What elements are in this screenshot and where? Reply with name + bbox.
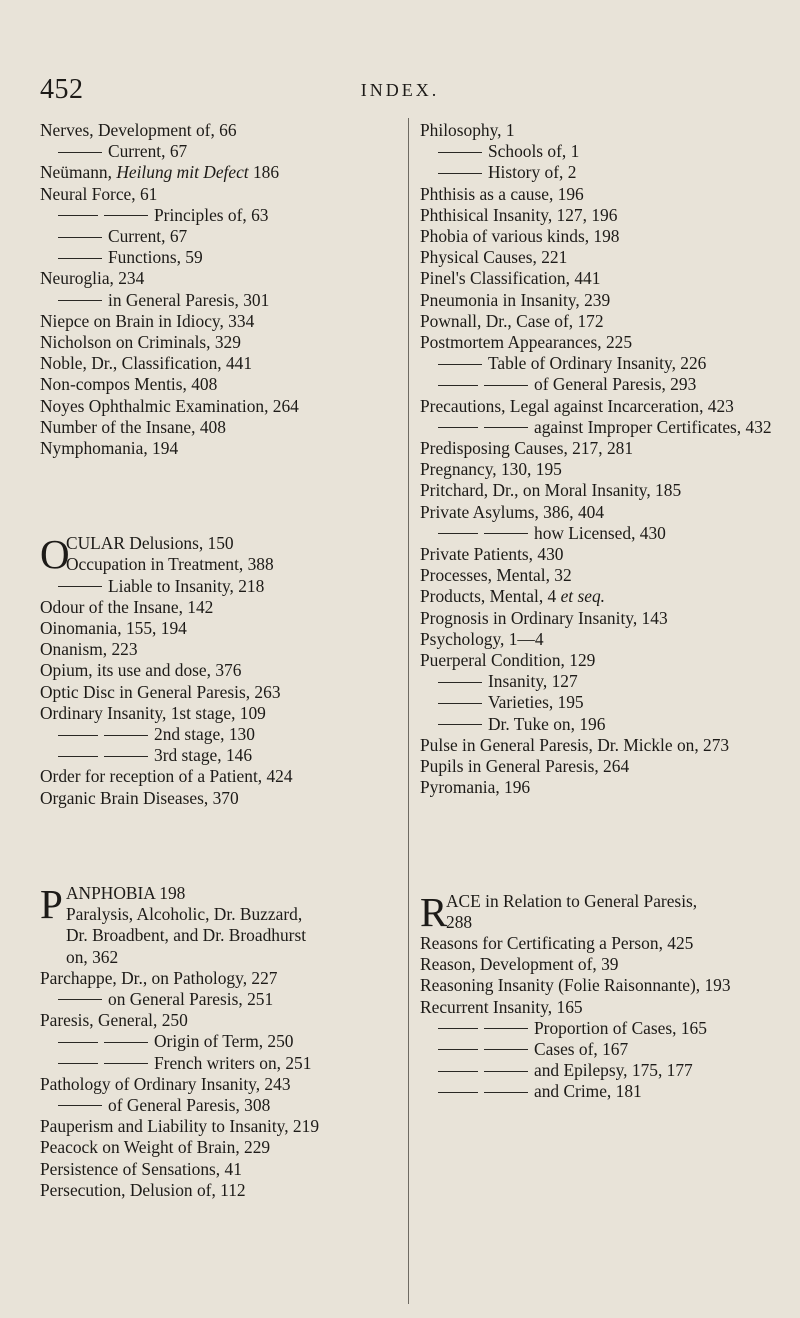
entry-text: Ordinary Insanity, 1st stage, 109 bbox=[40, 702, 266, 723]
column-divider bbox=[408, 118, 409, 1304]
entry-text: Phthisical Insanity, 127, 196 bbox=[420, 204, 618, 225]
index-entry bbox=[420, 1018, 785, 1039]
index-entry bbox=[420, 268, 785, 289]
index-entry bbox=[40, 1180, 400, 1201]
entry-text: on General Paresis, 251 bbox=[108, 988, 274, 1009]
entry-text: Schools of, 1 bbox=[488, 141, 580, 162]
index-entry bbox=[40, 247, 400, 268]
page-number: 452 bbox=[40, 74, 84, 105]
ditto-dash bbox=[58, 300, 102, 301]
entry-text: Organic Brain Diseases, 370 bbox=[40, 787, 239, 808]
ditto-dash bbox=[438, 724, 482, 725]
r-section-start bbox=[420, 888, 785, 935]
entry-text: Origin of Term, 250 bbox=[154, 1031, 294, 1052]
index-entry bbox=[40, 332, 400, 353]
index-entry bbox=[420, 975, 785, 996]
index-entry bbox=[40, 374, 400, 395]
index-entry bbox=[40, 1137, 400, 1158]
entry-text: Table of Ordinary Insanity, 226 bbox=[488, 353, 707, 374]
entry-text: Cases of, 167 bbox=[534, 1038, 629, 1059]
entry-text: Pathology of Ordinary Insanity, 243 bbox=[40, 1073, 291, 1094]
index-entry bbox=[420, 997, 785, 1018]
index-entry bbox=[420, 671, 785, 692]
entry-text: Proportion of Cases, 165 bbox=[534, 1017, 707, 1038]
entry-text: Current, 67 bbox=[108, 141, 188, 162]
entry-text: Reasons for Certificating a Person, 425 bbox=[420, 932, 694, 953]
index-entry bbox=[420, 396, 785, 417]
entry-text: against Improper Certificates, 432 bbox=[534, 416, 772, 437]
entry-text: Parchappe, Dr., on Pathology, 227 bbox=[40, 967, 278, 988]
ditto-dash bbox=[58, 1042, 98, 1043]
index-entry bbox=[40, 618, 400, 639]
ditto-dash bbox=[438, 682, 482, 683]
index-entry bbox=[420, 290, 785, 311]
ditto-dash bbox=[58, 999, 102, 1000]
entry-text: Pneumonia in Insanity, 239 bbox=[420, 289, 611, 310]
ditto-dash bbox=[484, 385, 528, 386]
entry-text: and Epilepsy, 175, 177 bbox=[534, 1060, 693, 1081]
ditto-dash bbox=[438, 1049, 478, 1050]
entry-text: Noble, Dr., Classification, 441 bbox=[40, 353, 253, 374]
p-entries-continued bbox=[420, 120, 785, 799]
entry-text: Nymphomania, 194 bbox=[40, 438, 179, 459]
ditto-dash bbox=[58, 735, 98, 736]
index-entry bbox=[40, 1116, 400, 1137]
index-entry bbox=[420, 226, 785, 247]
ditto-dash bbox=[104, 215, 148, 216]
ditto-dash bbox=[104, 1063, 148, 1064]
page-header: INDEX. bbox=[360, 80, 440, 100]
index-entry bbox=[40, 1159, 400, 1180]
entry-text: Recurrent Insanity, 165 bbox=[420, 996, 583, 1017]
entry-text: Processes, Mental, 32 bbox=[420, 565, 572, 586]
entry-text: Prognosis in Ordinary Insanity, 143 bbox=[420, 607, 668, 628]
dropcap-p: P bbox=[40, 880, 63, 927]
index-entry bbox=[40, 184, 400, 205]
entry-text: Order for reception of a Patient, 424 bbox=[40, 766, 293, 787]
entry-text: Odour of the Insane, 142 bbox=[40, 596, 214, 617]
entry-text: Phobia of various kinds, 198 bbox=[420, 226, 620, 247]
entry-text: Principles of, 63 bbox=[154, 204, 269, 225]
entry-text: Private Patients, 430 bbox=[420, 544, 564, 565]
ditto-dash bbox=[58, 237, 102, 238]
index-entry bbox=[40, 597, 400, 618]
entry-text: Persistence of Sensations, 41 bbox=[40, 1158, 242, 1179]
index-entry bbox=[420, 353, 785, 374]
entry-text: Insanity, 127 bbox=[488, 671, 578, 692]
ditto-dash bbox=[484, 533, 528, 534]
entry-text: 186 bbox=[248, 162, 280, 183]
entry-text: and Crime, 181 bbox=[534, 1081, 642, 1102]
ditto-dash bbox=[438, 427, 478, 428]
entry-text: French writers on, 251 bbox=[154, 1052, 312, 1073]
p-fourth-line: on, 362 bbox=[66, 946, 119, 967]
entry-text: Current, 67 bbox=[108, 226, 188, 247]
index-entry bbox=[40, 766, 400, 787]
index-entry bbox=[40, 703, 400, 724]
entry-text: Philosophy, 1 bbox=[420, 120, 515, 140]
entry-text: Opium, its use and dose, 376 bbox=[40, 660, 242, 681]
index-entry bbox=[420, 162, 785, 183]
index-entry bbox=[420, 544, 785, 565]
index-entry bbox=[40, 989, 400, 1010]
index-entry bbox=[420, 1060, 785, 1081]
index-entry bbox=[420, 629, 785, 650]
index-entry bbox=[40, 205, 400, 226]
entry-text: Noyes Ophthalmic Examination, 264 bbox=[40, 395, 299, 416]
entry-text: Functions, 59 bbox=[108, 247, 203, 268]
ditto-dash bbox=[58, 586, 102, 587]
ditto-dash bbox=[58, 258, 102, 259]
ditto-dash bbox=[438, 1092, 478, 1093]
ditto-dash bbox=[104, 1042, 148, 1043]
ditto-dash bbox=[438, 385, 478, 386]
ditto-dash bbox=[58, 215, 98, 216]
entry-text: Non-compos Mentis, 408 bbox=[40, 374, 218, 395]
p-third-line: Dr. Broadbent, and Dr. Broadhurst bbox=[66, 925, 307, 946]
entry-text: Physical Causes, 221 bbox=[420, 247, 568, 268]
p-entries bbox=[40, 968, 400, 1201]
index-entry bbox=[40, 226, 400, 247]
index-entry bbox=[40, 417, 400, 438]
index-entry bbox=[40, 1095, 400, 1116]
ditto-dash bbox=[438, 152, 482, 153]
index-entry bbox=[420, 141, 785, 162]
index-entry bbox=[420, 332, 785, 353]
index-entry bbox=[40, 311, 400, 332]
entry-text: Niepce on Brain in Idiocy, 334 bbox=[40, 310, 255, 331]
index-entry bbox=[40, 396, 400, 417]
entry-text: Reasoning Insanity (Folie Raisonnante), 193 bbox=[420, 975, 731, 996]
entry-text: Dr. Tuke on, 196 bbox=[488, 713, 606, 734]
entry-text: Nerves, Development of, 66 bbox=[40, 120, 237, 140]
index-entry bbox=[420, 311, 785, 332]
ditto-dash bbox=[104, 735, 148, 736]
index-entry bbox=[420, 247, 785, 268]
index-entry bbox=[40, 120, 400, 141]
index-entry bbox=[420, 417, 785, 438]
index-entry bbox=[420, 933, 785, 954]
entry-text: Pupils in General Paresis, 264 bbox=[420, 756, 630, 777]
index-entry bbox=[420, 586, 785, 607]
index-entry bbox=[40, 1053, 400, 1074]
index-entry bbox=[40, 268, 400, 289]
index-entry bbox=[420, 954, 785, 975]
entry-text: Postmortem Appearances, 225 bbox=[420, 332, 633, 353]
ditto-dash bbox=[438, 364, 482, 365]
index-entry bbox=[40, 968, 400, 989]
entry-text: Private Asylums, 386, 404 bbox=[420, 501, 605, 522]
p-section-start bbox=[40, 880, 400, 968]
entry-text: Pulse in General Paresis, Dr. Mickle on, 273 bbox=[420, 734, 730, 755]
entry-text: Neural Force, 61 bbox=[40, 183, 158, 204]
index-entry bbox=[40, 353, 400, 374]
entry-text: Pritchard, Dr., on Moral Insanity, 185 bbox=[420, 480, 682, 501]
entry-text: History of, 2 bbox=[488, 162, 577, 183]
right-column bbox=[420, 120, 785, 1103]
ditto-dash bbox=[58, 1105, 102, 1106]
entry-text: Psychology, 1—4 bbox=[420, 628, 544, 649]
index-entry bbox=[420, 374, 785, 395]
index-entry bbox=[420, 1081, 785, 1102]
o-entries bbox=[40, 576, 400, 809]
entry-text: Pregnancy, 130, 195 bbox=[420, 459, 562, 480]
entry-text: Number of the Insane, 408 bbox=[40, 416, 226, 437]
ditto-dash bbox=[484, 1049, 528, 1050]
entry-text: 3rd stage, 146 bbox=[154, 745, 253, 766]
entry-text: Neuroglia, 234 bbox=[40, 268, 145, 289]
entry-text: Neümann, bbox=[40, 162, 117, 183]
entry-text: Pauperism and Liability to Insanity, 219 bbox=[40, 1116, 320, 1137]
index-entry bbox=[420, 1039, 785, 1060]
index-entry bbox=[40, 438, 400, 459]
index-entry bbox=[420, 608, 785, 629]
index-entry bbox=[40, 1010, 400, 1031]
entry-text: Persecution, Delusion of, 112 bbox=[40, 1179, 246, 1200]
ditto-dash bbox=[104, 756, 148, 757]
entry-text: Pownall, Dr., Case of, 172 bbox=[420, 310, 604, 331]
entry-text: in General Paresis, 301 bbox=[108, 289, 270, 310]
dropcap-r: R bbox=[420, 888, 448, 935]
ditto-dash bbox=[438, 173, 482, 174]
index-entry bbox=[40, 724, 400, 745]
index-entry bbox=[420, 714, 785, 735]
entry-text: Pyromania, 196 bbox=[420, 777, 531, 798]
ditto-dash bbox=[484, 427, 528, 428]
index-entry bbox=[420, 756, 785, 777]
index-entry bbox=[40, 141, 400, 162]
entry-text: Precautions, Legal against Incarceration, 423 bbox=[420, 395, 734, 416]
o-first-line: CULAR Delusions, 150 bbox=[66, 533, 234, 554]
entry-text: Phthisis as a cause, 196 bbox=[420, 183, 584, 204]
index-entry bbox=[420, 502, 785, 523]
index-entry bbox=[420, 523, 785, 544]
r-entries bbox=[420, 933, 785, 1103]
index-entry bbox=[420, 735, 785, 756]
n-entries bbox=[40, 120, 400, 459]
index-entry bbox=[420, 120, 785, 141]
index-entry bbox=[40, 682, 400, 703]
entry-text: Reason, Development of, 39 bbox=[420, 954, 619, 975]
dropcap-o: O bbox=[40, 531, 70, 578]
ditto-dash bbox=[58, 756, 98, 757]
entry-text: Nicholson on Criminals, 329 bbox=[40, 332, 241, 353]
index-entry bbox=[420, 692, 785, 713]
ditto-dash bbox=[484, 1092, 528, 1093]
index-entry bbox=[40, 639, 400, 660]
ditto-dash bbox=[438, 1071, 478, 1072]
ditto-dash bbox=[58, 1063, 98, 1064]
index-entry bbox=[420, 777, 785, 798]
index-entry bbox=[40, 788, 400, 809]
ditto-dash bbox=[438, 533, 478, 534]
entry-text: Predisposing Causes, 217, 281 bbox=[420, 438, 634, 459]
ditto-dash bbox=[58, 152, 102, 153]
o-second-line: Occupation in Treatment, 388 bbox=[66, 554, 274, 575]
ditto-dash bbox=[484, 1071, 528, 1072]
entry-text: Products, Mental, 4 bbox=[420, 586, 561, 607]
index-entry bbox=[420, 459, 785, 480]
index-entry bbox=[40, 745, 400, 766]
entry-text: Paresis, General, 250 bbox=[40, 1010, 188, 1031]
entry-text: Onanism, 223 bbox=[40, 639, 138, 660]
entry-text: Optic Disc in General Paresis, 263 bbox=[40, 681, 281, 702]
index-entry bbox=[420, 565, 785, 586]
o-section-start bbox=[40, 531, 400, 578]
index-entry bbox=[420, 480, 785, 501]
index-entry bbox=[420, 184, 785, 205]
entry-text: 2nd stage, 130 bbox=[154, 724, 255, 745]
entry-text: Oinomania, 155, 194 bbox=[40, 618, 187, 639]
p-first-line: ANPHOBIA 198 bbox=[66, 882, 186, 903]
index-entry bbox=[40, 1074, 400, 1095]
p-second-line: Paralysis, Alcoholic, Dr. Buzzard, bbox=[66, 904, 303, 925]
index-entry bbox=[40, 290, 400, 311]
ditto-dash bbox=[484, 1028, 528, 1029]
entry-text: Puerperal Condition, 129 bbox=[420, 650, 596, 671]
entry-italic-text: Heilung mit Defect bbox=[116, 162, 249, 183]
index-entry bbox=[40, 660, 400, 681]
entry-text: of General Paresis, 308 bbox=[108, 1094, 271, 1115]
index-entry bbox=[40, 162, 400, 183]
entry-text: Varieties, 195 bbox=[488, 692, 584, 713]
index-entry bbox=[420, 205, 785, 226]
entry-text: of General Paresis, 293 bbox=[534, 374, 697, 395]
entry-text: Liable to Insanity, 218 bbox=[108, 575, 265, 596]
entry-text: Peacock on Weight of Brain, 229 bbox=[40, 1137, 271, 1158]
index-entry bbox=[40, 576, 400, 597]
r-second-line: 288 bbox=[446, 911, 473, 932]
entry-text: Pinel's Classification, 441 bbox=[420, 268, 601, 289]
entry-text: how Licensed, 430 bbox=[534, 522, 666, 543]
ditto-dash bbox=[438, 1028, 478, 1029]
left-column bbox=[40, 120, 400, 1201]
r-first-line: ACE in Relation to General Paresis, bbox=[446, 890, 698, 911]
entry-italic-text: et seq. bbox=[560, 586, 605, 607]
index-entry bbox=[40, 1031, 400, 1052]
index-entry bbox=[420, 438, 785, 459]
ditto-dash bbox=[438, 703, 482, 704]
index-entry bbox=[420, 650, 785, 671]
